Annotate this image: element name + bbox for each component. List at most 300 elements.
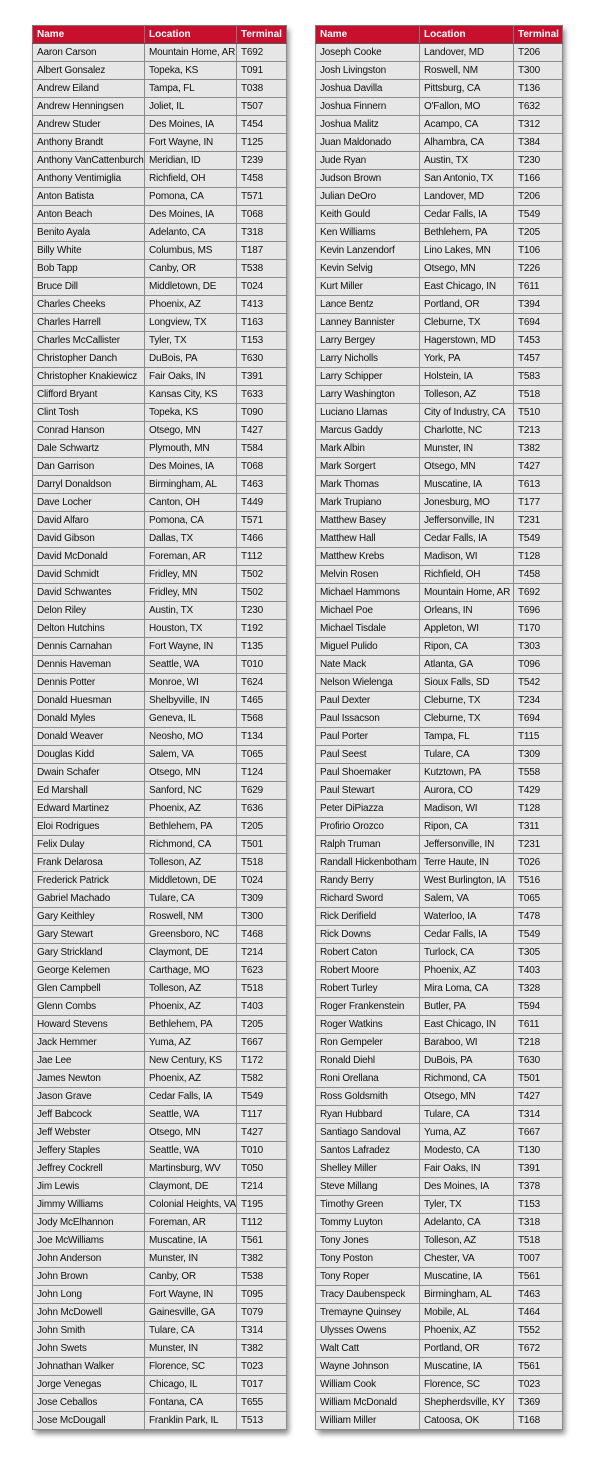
location-cell: Muscatine, IA (420, 476, 514, 494)
location-cell: Munster, IN (145, 1340, 237, 1358)
table-row (316, 44, 563, 62)
name-cell: Ed Marshall (33, 782, 145, 800)
terminal-cell: T124 (237, 764, 287, 782)
table-row (316, 1376, 563, 1394)
table-row (316, 566, 563, 584)
location-cell: Tulare, CA (420, 746, 514, 764)
location-cell: Des Moines, IA (145, 116, 237, 134)
table-row (33, 1088, 287, 1106)
table-row (33, 296, 287, 314)
location-cell: West Burlington, IA (420, 872, 514, 890)
name-cell: Christopher Danch (33, 350, 145, 368)
location-cell: Portland, OR (420, 1340, 514, 1358)
location-cell: Tampa, FL (145, 80, 237, 98)
table-row (33, 854, 287, 872)
name-cell: John Long (33, 1286, 145, 1304)
name-cell: Anton Batista (33, 188, 145, 206)
table-row (33, 494, 287, 512)
terminal-cell: T561 (237, 1232, 287, 1250)
terminal-cell: T413 (237, 296, 287, 314)
location-cell: Jonesburg, MO (420, 494, 514, 512)
location-cell: Claymont, DE (145, 1178, 237, 1196)
location-cell: Acampo, CA (420, 116, 514, 134)
terminal-cell: T692 (237, 44, 287, 62)
name-cell: Mark Sorgert (316, 458, 420, 476)
location-cell: DuBois, PA (145, 350, 237, 368)
table-row (316, 134, 563, 152)
name-cell: Santiago Sandoval (316, 1124, 420, 1142)
table-row (33, 728, 287, 746)
terminal-cell: T427 (237, 1124, 287, 1142)
location-header: Location (145, 26, 237, 44)
location-cell: DuBois, PA (420, 1052, 514, 1070)
table-row (316, 1412, 563, 1430)
table-row (316, 1160, 563, 1178)
name-cell: Howard Stevens (33, 1016, 145, 1034)
table-row (316, 746, 563, 764)
table-row (316, 800, 563, 818)
location-cell: Landover, MD (420, 44, 514, 62)
name-cell: John Swets (33, 1340, 145, 1358)
location-cell: Florence, SC (145, 1358, 237, 1376)
table-row (33, 710, 287, 728)
location-cell: Pomona, CA (145, 512, 237, 530)
location-cell: Tolleson, AZ (420, 386, 514, 404)
name-cell: Ken Williams (316, 224, 420, 242)
name-cell: Lanney Bannister (316, 314, 420, 332)
terminal-cell: T458 (237, 170, 287, 188)
name-cell: Paul Porter (316, 728, 420, 746)
name-cell: William Cook (316, 1376, 420, 1394)
table-row (316, 422, 563, 440)
location-cell: O'Fallon, MO (420, 98, 514, 116)
table-row (33, 242, 287, 260)
location-cell: Middletown, DE (145, 278, 237, 296)
terminal-cell: T309 (514, 746, 563, 764)
terminal-cell: T017 (237, 1376, 287, 1394)
name-cell: Billy White (33, 242, 145, 260)
location-cell: Richmond, CA (420, 1070, 514, 1088)
name-cell: Gary Stewart (33, 926, 145, 944)
location-cell: Seattle, WA (145, 656, 237, 674)
table-row (33, 152, 287, 170)
name-cell: Paul Seest (316, 746, 420, 764)
table-row (316, 152, 563, 170)
table-row (316, 350, 563, 368)
location-cell: Fair Oaks, IN (420, 1160, 514, 1178)
location-cell: Foreman, AR (145, 1214, 237, 1232)
table-row (33, 1160, 287, 1178)
table-row (316, 494, 563, 512)
location-cell: Lino Lakes, MN (420, 242, 514, 260)
name-cell: Shelley Miller (316, 1160, 420, 1178)
table-row (316, 1124, 563, 1142)
name-cell: Dennis Potter (33, 674, 145, 692)
terminal-cell: T623 (237, 962, 287, 980)
location-cell: Aurora, CO (420, 782, 514, 800)
name-cell: Steve Millang (316, 1178, 420, 1196)
terminal-cell: T230 (514, 152, 563, 170)
name-cell: Tony Poston (316, 1250, 420, 1268)
table-row (316, 1394, 563, 1412)
name-cell: Delton Hutchins (33, 620, 145, 638)
name-cell: Timothy Green (316, 1196, 420, 1214)
location-cell: Phoenix, AZ (420, 962, 514, 980)
terminal-cell: T502 (237, 584, 287, 602)
table-row (33, 80, 287, 98)
location-cell: Tampa, FL (420, 728, 514, 746)
table-row (316, 458, 563, 476)
terminal-cell: T024 (237, 278, 287, 296)
table-row (33, 890, 287, 908)
terminal-cell: T466 (237, 530, 287, 548)
location-cell: Mountain Home, AR (145, 44, 237, 62)
table-row (33, 548, 287, 566)
location-cell: Pomona, CA (145, 188, 237, 206)
location-cell: Topeka, KS (145, 62, 237, 80)
name-cell: Jeff Babcock (33, 1106, 145, 1124)
name-cell: David Alfaro (33, 512, 145, 530)
name-cell: Jeffrey Cockrell (33, 1160, 145, 1178)
name-cell: Christopher Knakiewicz (33, 368, 145, 386)
terminal-cell: T136 (514, 80, 563, 98)
location-cell: Otsego, MN (420, 260, 514, 278)
terminal-cell: T303 (514, 638, 563, 656)
terminal-cell: T231 (514, 836, 563, 854)
table-row (316, 1232, 563, 1250)
location-cell: Tulare, CA (145, 1322, 237, 1340)
table-row (33, 656, 287, 674)
table-row (33, 962, 287, 980)
table-row (33, 1034, 287, 1052)
location-cell: Gainesville, GA (145, 1304, 237, 1322)
location-cell: Otsego, MN (420, 1088, 514, 1106)
table-row (316, 530, 563, 548)
name-cell: Rick Downs (316, 926, 420, 944)
table-row (316, 296, 563, 314)
table-row (316, 242, 563, 260)
table-row (33, 1142, 287, 1160)
name-cell: Anton Beach (33, 206, 145, 224)
table-row (316, 386, 563, 404)
name-cell: Clint Tosh (33, 404, 145, 422)
table-row (316, 908, 563, 926)
terminal-cell: T582 (237, 1070, 287, 1088)
terminal-cell: T214 (237, 944, 287, 962)
name-cell: Jeffery Staples (33, 1142, 145, 1160)
terminal-cell: T549 (237, 1088, 287, 1106)
table-row (316, 782, 563, 800)
terminal-cell: T391 (237, 368, 287, 386)
location-cell: Tolleson, AZ (145, 854, 237, 872)
table-row (316, 710, 563, 728)
terminal-cell: T571 (237, 188, 287, 206)
table-row (33, 134, 287, 152)
terminal-cell: T163 (237, 314, 287, 332)
name-cell: Tremayne Quinsey (316, 1304, 420, 1322)
location-cell: Richmond, CA (145, 836, 237, 854)
name-cell: Frederick Patrick (33, 872, 145, 890)
table-row (316, 278, 563, 296)
name-cell: Glenn Combs (33, 998, 145, 1016)
location-cell: Cleburne, TX (420, 692, 514, 710)
location-cell: Joliet, IL (145, 98, 237, 116)
terminal-cell: T629 (237, 782, 287, 800)
name-cell: Ralph Truman (316, 836, 420, 854)
terminal-cell: T187 (237, 242, 287, 260)
location-cell: Jeffersonville, IN (420, 512, 514, 530)
location-cell: Modesto, CA (420, 1142, 514, 1160)
terminal-cell: T115 (514, 728, 563, 746)
table-row (33, 692, 287, 710)
name-cell: Andrew Studer (33, 116, 145, 134)
terminal-cell: T458 (514, 566, 563, 584)
location-cell: Terre Haute, IN (420, 854, 514, 872)
name-cell: Jason Grave (33, 1088, 145, 1106)
name-cell: Charles Harrell (33, 314, 145, 332)
terminal-cell: T403 (514, 962, 563, 980)
terminal-cell: T135 (237, 638, 287, 656)
name-cell: Felix Dulay (33, 836, 145, 854)
table-row (316, 674, 563, 692)
terminal-cell: T558 (514, 764, 563, 782)
terminal-cell: T128 (514, 800, 563, 818)
terminal-cell: T090 (237, 404, 287, 422)
location-cell: Otsego, MN (145, 1124, 237, 1142)
name-cell: Frank Delarosa (33, 854, 145, 872)
terminal-cell: T065 (514, 890, 563, 908)
location-cell: Sanford, NC (145, 782, 237, 800)
terminal-cell: T328 (514, 980, 563, 998)
name-cell: Edward Martinez (33, 800, 145, 818)
terminal-cell: T230 (237, 602, 287, 620)
terminal-cell: T549 (514, 926, 563, 944)
terminal-cell: T454 (237, 116, 287, 134)
name-cell: John Anderson (33, 1250, 145, 1268)
location-cell: Middletown, DE (145, 872, 237, 890)
location-cell: Fort Wayne, IN (145, 134, 237, 152)
name-cell: Miguel Pulido (316, 638, 420, 656)
table-row (33, 1250, 287, 1268)
terminal-cell: T213 (514, 422, 563, 440)
terminal-cell: T542 (514, 674, 563, 692)
location-cell: Shepherdsville, KY (420, 1394, 514, 1412)
table-row (33, 512, 287, 530)
name-cell: Robert Turley (316, 980, 420, 998)
table-row (316, 1340, 563, 1358)
table-row (316, 1106, 563, 1124)
location-cell: Alhambra, CA (420, 134, 514, 152)
terminal-cell: T391 (514, 1160, 563, 1178)
table-row (33, 116, 287, 134)
location-cell: Tulare, CA (420, 1106, 514, 1124)
name-cell: Kurt Miller (316, 278, 420, 296)
table-row (316, 170, 563, 188)
table-row (316, 584, 563, 602)
terminal-cell: T117 (237, 1106, 287, 1124)
terminal-header: Terminal (237, 26, 287, 44)
terminal-cell: T463 (514, 1286, 563, 1304)
table-row (316, 476, 563, 494)
terminal-cell: T457 (514, 350, 563, 368)
table-row (33, 1214, 287, 1232)
terminal-cell: T632 (514, 98, 563, 116)
name-cell: Bruce Dill (33, 278, 145, 296)
header-row (33, 26, 287, 44)
location-cell: Munster, IN (145, 1250, 237, 1268)
terminal-cell: T502 (237, 566, 287, 584)
name-cell: Charles McCallister (33, 332, 145, 350)
location-cell: Pittsburg, CA (420, 80, 514, 98)
name-cell: Dennis Carnahan (33, 638, 145, 656)
terminal-cell: T463 (237, 476, 287, 494)
table-row (33, 1376, 287, 1394)
name-cell: Tracy Daubenspeck (316, 1286, 420, 1304)
terminal-cell: T226 (514, 260, 563, 278)
table-row (316, 1358, 563, 1376)
location-cell: Butler, PA (420, 998, 514, 1016)
table-row (33, 872, 287, 890)
name-cell: John Brown (33, 1268, 145, 1286)
terminal-cell: T518 (237, 980, 287, 998)
location-cell: Claymont, DE (145, 944, 237, 962)
name-cell: John Smith (33, 1322, 145, 1340)
name-cell: Roger Frankenstein (316, 998, 420, 1016)
location-cell: Hagerstown, MD (420, 332, 514, 350)
name-cell: Donald Myles (33, 710, 145, 728)
table-row (33, 746, 287, 764)
terminal-cell: T403 (237, 998, 287, 1016)
terminal-cell: T584 (237, 440, 287, 458)
name-cell: Jose Ceballos (33, 1394, 145, 1412)
table-row (33, 1394, 287, 1412)
table-row (33, 476, 287, 494)
terminal-cell: T468 (237, 926, 287, 944)
name-cell: Lance Bentz (316, 296, 420, 314)
terminal-cell: T583 (514, 368, 563, 386)
terminal-cell: T206 (514, 44, 563, 62)
terminal-cell: T692 (514, 584, 563, 602)
terminal-cell: T427 (514, 458, 563, 476)
table-row (33, 1412, 287, 1430)
name-cell: Larry Washington (316, 386, 420, 404)
table-row (33, 1124, 287, 1142)
name-header: Name (33, 26, 145, 44)
table-row (316, 692, 563, 710)
name-cell: John McDowell (33, 1304, 145, 1322)
location-cell: Adelanto, CA (420, 1214, 514, 1232)
table-row (316, 728, 563, 746)
name-cell: Benito Ayala (33, 224, 145, 242)
location-cell: Neosho, MO (145, 728, 237, 746)
table-row (33, 1322, 287, 1340)
table-row (316, 314, 563, 332)
location-cell: Longview, TX (145, 314, 237, 332)
table-row (33, 764, 287, 782)
terminal-cell: T300 (514, 62, 563, 80)
table-row (316, 1088, 563, 1106)
terminal-cell: T023 (514, 1376, 563, 1394)
table-row (316, 944, 563, 962)
table-row (33, 602, 287, 620)
name-cell: Mark Albin (316, 440, 420, 458)
location-cell: York, PA (420, 350, 514, 368)
name-cell: Mark Thomas (316, 476, 420, 494)
left-roster-table (32, 25, 286, 1430)
terminal-cell: T205 (237, 1016, 287, 1034)
name-cell: Glen Campbell (33, 980, 145, 998)
location-cell: Geneva, IL (145, 710, 237, 728)
location-cell: Madison, WI (420, 800, 514, 818)
terminal-cell: T449 (237, 494, 287, 512)
table-row (316, 818, 563, 836)
location-cell: Portland, OR (420, 296, 514, 314)
table-row (33, 926, 287, 944)
name-cell: George Kelemen (33, 962, 145, 980)
terminal-cell: T096 (514, 656, 563, 674)
terminal-cell: T667 (514, 1124, 563, 1142)
terminal-cell: T501 (514, 1070, 563, 1088)
terminal-cell: T172 (237, 1052, 287, 1070)
name-cell: Larry Bergey (316, 332, 420, 350)
terminal-cell: T153 (237, 332, 287, 350)
name-cell: Dwain Schafer (33, 764, 145, 782)
location-cell: Muscatine, IA (420, 1358, 514, 1376)
terminal-cell: T394 (514, 296, 563, 314)
name-cell: David McDonald (33, 548, 145, 566)
terminal-cell: T130 (514, 1142, 563, 1160)
location-cell: Fontana, CA (145, 1394, 237, 1412)
terminal-cell: T065 (237, 746, 287, 764)
location-cell: Orleans, IN (420, 602, 514, 620)
table-row (33, 638, 287, 656)
table-row (33, 1268, 287, 1286)
name-cell: Jae Lee (33, 1052, 145, 1070)
table-row (33, 782, 287, 800)
table-row (316, 548, 563, 566)
location-cell: Cleburne, TX (420, 710, 514, 728)
name-cell: Gary Keithley (33, 908, 145, 926)
table-row (316, 872, 563, 890)
location-cell: Florence, SC (420, 1376, 514, 1394)
name-cell: Luciano Llamas (316, 404, 420, 422)
location-cell: Tolleson, AZ (145, 980, 237, 998)
location-cell: Plymouth, MN (145, 440, 237, 458)
terminal-cell: T465 (237, 692, 287, 710)
terminal-cell: T314 (237, 1322, 287, 1340)
location-cell: Cleburne, TX (420, 314, 514, 332)
location-header: Location (420, 26, 514, 44)
table-row (33, 1232, 287, 1250)
name-cell: Paul Stewart (316, 782, 420, 800)
location-cell: Otsego, MN (145, 764, 237, 782)
name-cell: David Schmidt (33, 566, 145, 584)
location-cell: East Chicago, IN (420, 278, 514, 296)
table-row (316, 998, 563, 1016)
terminal-cell: T655 (237, 1394, 287, 1412)
location-cell: Birmingham, AL (420, 1286, 514, 1304)
location-cell: Fort Wayne, IN (145, 1286, 237, 1304)
location-cell: Columbus, MS (145, 242, 237, 260)
terminal-cell: T153 (514, 1196, 563, 1214)
location-cell: Des Moines, IA (145, 458, 237, 476)
table-row (316, 1322, 563, 1340)
table-row (33, 278, 287, 296)
location-cell: Munster, IN (420, 440, 514, 458)
table-row (316, 854, 563, 872)
terminal-cell: T177 (514, 494, 563, 512)
terminal-cell: T023 (237, 1358, 287, 1376)
